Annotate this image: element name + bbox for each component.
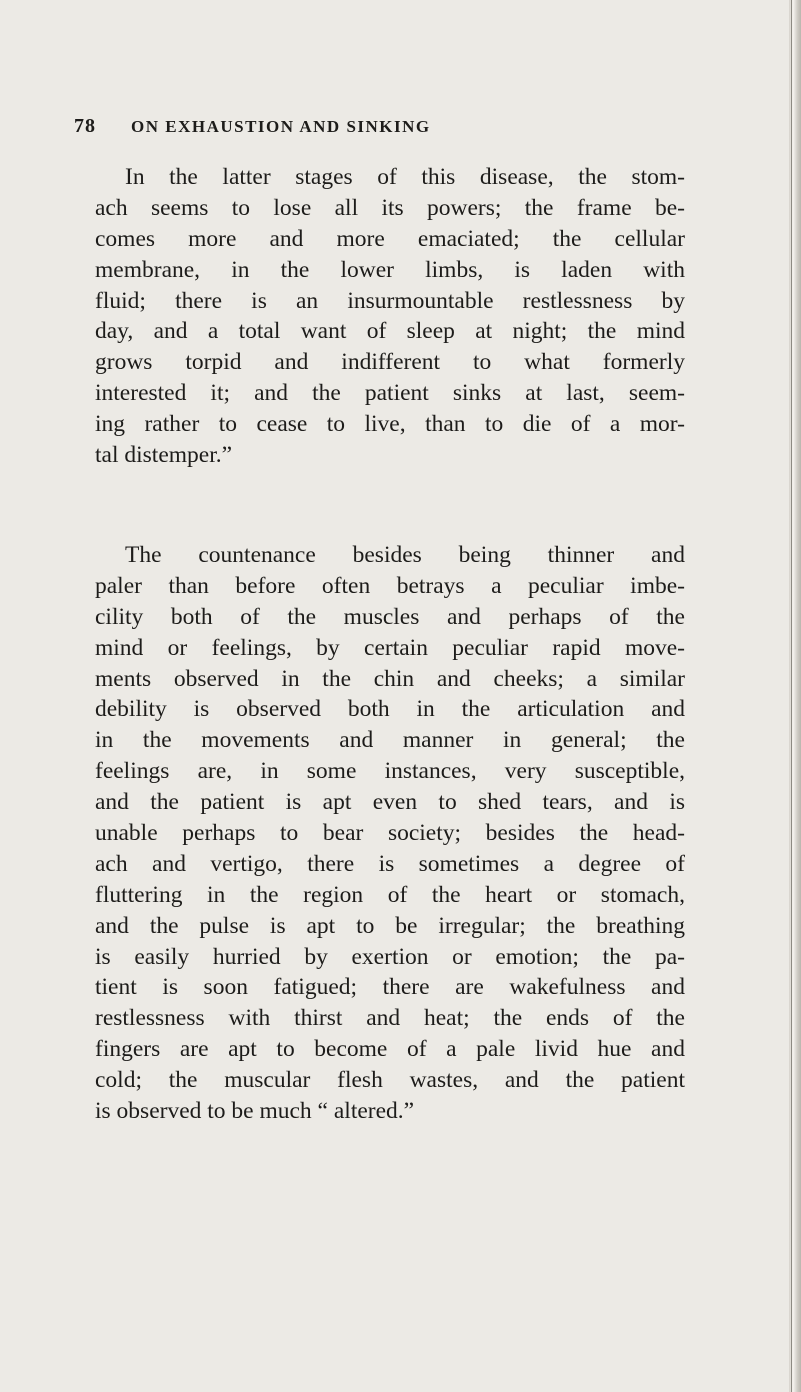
text-line: fluttering in the region of the heart or stomach, — [95, 881, 685, 908]
text-line: grows torpid and indifferent to what formerly — [95, 349, 685, 376]
paragraph-quote-continuation — [95, 162, 685, 471]
text-line: debility is observed both in the articulation and — [95, 696, 685, 723]
text-line: paler than before often betrays a peculiar imbe- — [95, 572, 685, 599]
text-line: cility both of the muscles and perhaps of the — [95, 603, 685, 630]
text-line: unable perhaps to bear society; besides the head- — [95, 820, 685, 847]
text-line: ments observed in the chin and cheeks; a similar — [95, 665, 685, 692]
text-line: The countenance besides being thinner and — [125, 542, 685, 568]
page-edge — [789, 0, 801, 1392]
running-head — [74, 115, 694, 145]
text-line: fluid; there is an insurmountable restlessness by — [95, 287, 685, 314]
text-line: day, and a total want of sleep at night; the mind — [95, 318, 685, 345]
text-line: ach seems to lose all its powers; the frame be- — [95, 194, 685, 221]
text-line: cold; the muscular flesh wastes, and the patient — [95, 1067, 685, 1094]
text-line: and the patient is apt even to shed tears, and is — [95, 789, 685, 816]
text-line: ing rather to cease to live, than to die of a mor- — [95, 411, 685, 438]
page-number: 78 — [74, 115, 96, 137]
text-line: mind or feelings, by certain peculiar rapid move- — [95, 634, 685, 661]
text-line: is observed to be much “ altered.” — [95, 1098, 415, 1125]
text-line: In the latter stages of this disease, the stom- — [125, 164, 685, 190]
text-line: and the pulse is apt to be irregular; the breathing — [95, 912, 685, 939]
text-line: membrane, in the lower limbs, is laden with — [95, 256, 685, 283]
text-line: restlessness with thirst and heat; the ends of the — [95, 1005, 685, 1032]
text-line: is easily hurried by exertion or emotion; the pa- — [95, 943, 685, 970]
text-line: ach and vertigo, there is sometimes a degree of — [95, 850, 685, 877]
running-title: ON EXHAUSTION AND SINKING — [131, 117, 431, 136]
text-line: in the movements and manner in general; the — [95, 727, 685, 754]
text-line: comes more and more emaciated; the cellular — [95, 225, 685, 252]
text-line: interested it; and the patient sinks at last, seem- — [95, 380, 685, 407]
text-line: tal distemper.” — [95, 442, 233, 469]
text-line: fingers are apt to become of a pale livid hue and — [95, 1036, 685, 1063]
text-line: feelings are, in some instances, very susceptible, — [95, 758, 685, 785]
text-line: tient is soon fatigued; there are wakefulness and — [95, 974, 685, 1001]
paragraph-countenance — [95, 540, 685, 1127]
